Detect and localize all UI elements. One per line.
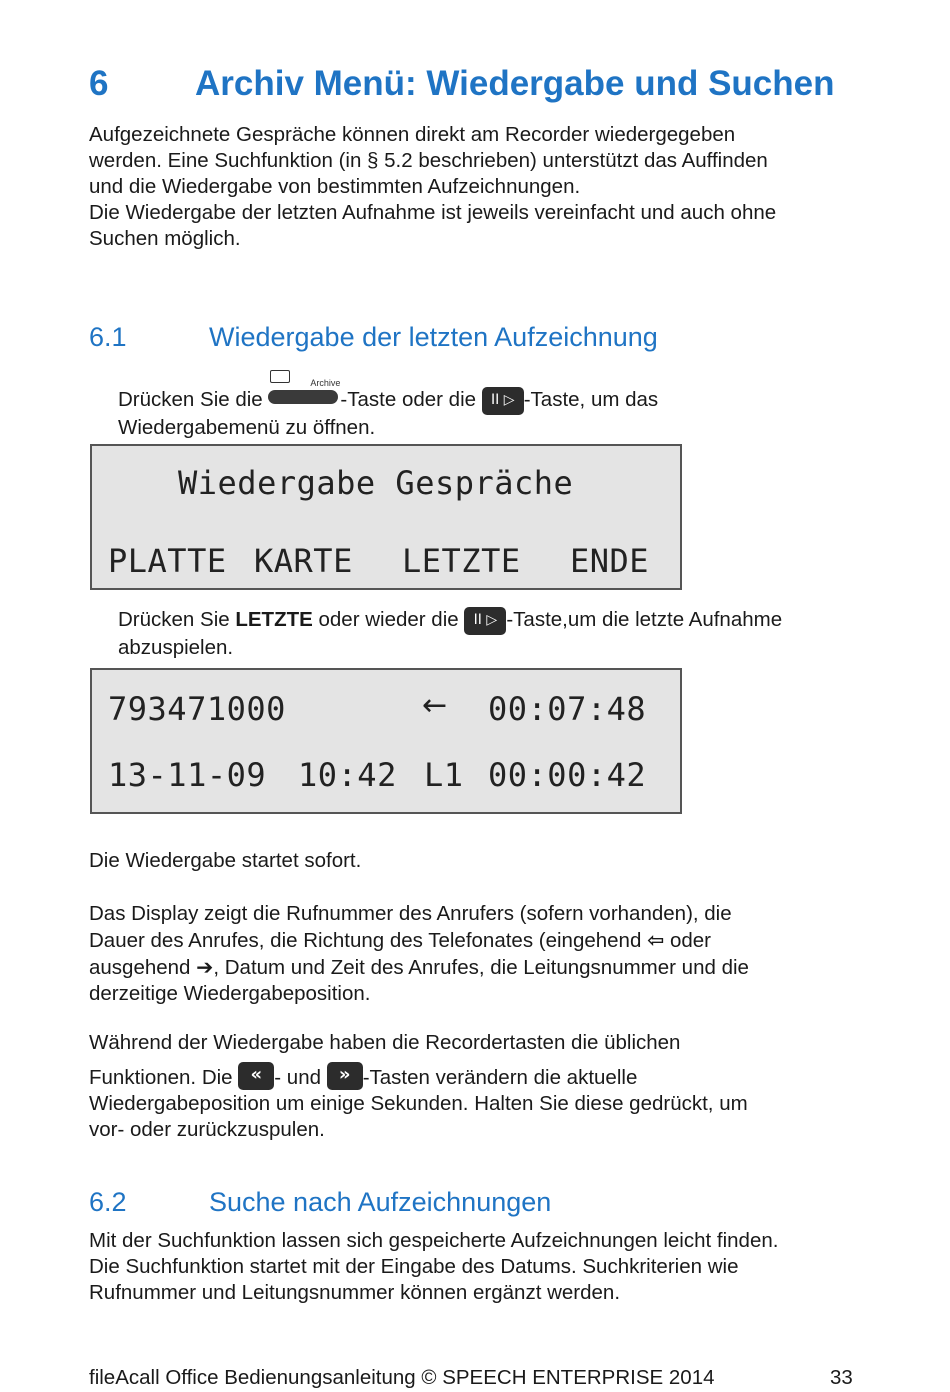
lcd-playback-position: 00:00:42 <box>488 756 647 794</box>
step2-text: -Taste,um die letzte Aufnahme <box>506 608 783 631</box>
intro-line: Die Wiedergabe der letzten Aufnahme ist jeweils vereinfacht und auch ohne <box>89 201 777 224</box>
section-heading-6-2 <box>89 1187 551 1218</box>
step1-text: -Taste, um das <box>523 388 659 411</box>
step1-line2: Wiedergabemenü zu öffnen. <box>118 416 376 439</box>
section-number: 6.2 <box>89 1187 127 1217</box>
intro-line: Aufgezeichnete Gespräche können direkt am Recorder wiedergegeben <box>89 123 736 146</box>
step2-paragraph <box>118 607 878 661</box>
step1-text: -Taste oder die <box>340 388 482 411</box>
para-line: Die Suchfunktion startet mit der Eingabe des Datums. Suchkriterien wie <box>89 1255 739 1278</box>
chapter-number: 6 <box>89 64 109 103</box>
section-number: 6.1 <box>89 322 127 352</box>
section-title: Suche nach Aufzeichnungen <box>209 1187 552 1217</box>
step1-text: Drücken Sie die <box>118 388 269 411</box>
intro-line: und die Wiedergabe von bestimmten Aufzeichnungen. <box>89 175 581 198</box>
lcd-option-letzte: LETZTE <box>402 542 521 580</box>
chapter-title: Archiv Menü: Wiedergabe und Suchen <box>195 64 835 103</box>
intro-line: werden. Eine Suchfunktion (in § 5.2 beschrieben) unterstützt das Auffinden <box>89 149 768 172</box>
section-heading-6-1 <box>89 322 658 353</box>
folder-icon <box>270 370 290 383</box>
incoming-arrow-icon: ⇦ <box>647 928 665 952</box>
para-line: vor- oder zurückzuspulen. <box>89 1118 325 1141</box>
lcd-line-number: L1 <box>424 756 464 794</box>
lcd-option-karte: KARTE <box>254 542 353 580</box>
search-paragraph <box>89 1228 869 1306</box>
step2-line2: abzuspielen. <box>118 636 234 659</box>
para-line: Mit der Suchfunktion lassen sich gespeicherte Aufzeichnungen leicht finden. <box>89 1229 779 1252</box>
page-number: 33 <box>830 1366 853 1389</box>
playback-start-text: Die Wiedergabe startet sofort. <box>89 849 362 872</box>
display-explanation-paragraph: Das Display zeigt die Rufnummer des Anrufers (sofern vorhanden), die Dauer des Anrufes, die Richtung des Telefonates (eingehend ⇦ oder ausgehend ➔, Datum und Zeit des Anrufes, die Leitungsnummer und die derzeitige Wiedergabeposition. <box>89 901 869 1007</box>
archive-key-label: Archive <box>310 378 341 388</box>
para-line: Während der Wiedergabe haben die Recordertasten die üblichen <box>89 1031 681 1054</box>
section-title: Wiedergabe der letzten Aufzeichnung <box>209 322 658 352</box>
intro-line: Suchen möglich. <box>89 227 241 250</box>
intro-paragraph <box>89 122 869 252</box>
play-pause-key-icon: II ▷ <box>464 607 506 635</box>
lcd-option-platte: PLATTE <box>108 542 227 580</box>
para-line: derzeitige Wiedergabeposition. <box>89 982 371 1005</box>
lcd-display-playback <box>90 668 682 814</box>
step2-text: Drücken Sie <box>118 608 236 631</box>
lcd-option-ende: ENDE <box>570 542 650 580</box>
step2-text: oder wieder die <box>312 608 465 631</box>
lcd-direction-arrow-icon: ← <box>422 688 448 723</box>
lcd-call-time: 10:42 <box>298 756 397 794</box>
para-line: Rufnummer und Leitungsnummer können ergänzt werden. <box>89 1281 621 1304</box>
step2-bold: LETZTE <box>235 608 313 631</box>
step1-paragraph <box>118 378 878 441</box>
archive-key <box>268 378 341 410</box>
lcd-call-duration: 00:07:48 <box>488 690 647 728</box>
fast-forward-key-icon: » <box>327 1062 363 1090</box>
lcd-menu-title: Wiedergabe Gespräche <box>178 464 574 502</box>
outgoing-arrow-icon: ➔ <box>196 955 214 979</box>
para-line: Das Display zeigt die Rufnummer des Anrufers (sofern vorhanden), die <box>89 902 732 925</box>
footer-text: fileAcall Office Bedienungsanleitung © SPEECH ENTERPRISE 2014 <box>89 1366 715 1389</box>
play-pause-key-icon: II ▷ <box>482 387 524 415</box>
keys-paragraph: Während der Wiedergabe haben die Recordertasten die üblichen Funktionen. Die « - und » -Tasten verändern die aktuelle Wiedergabeposition um einige Sekunden. Halten Sie diese gedrückt, um vor- oder zurückzuspulen. <box>89 1030 869 1143</box>
lcd-call-date: 13-11-09 <box>108 756 267 794</box>
para-line: Wiedergabeposition um einige Sekunden. Halten Sie diese gedrückt, um <box>89 1092 748 1115</box>
lcd-caller-number: 793471000 <box>108 690 286 728</box>
rewind-key-icon: « <box>238 1062 274 1090</box>
lcd-display-menu <box>90 444 682 590</box>
chapter-heading <box>89 64 835 104</box>
